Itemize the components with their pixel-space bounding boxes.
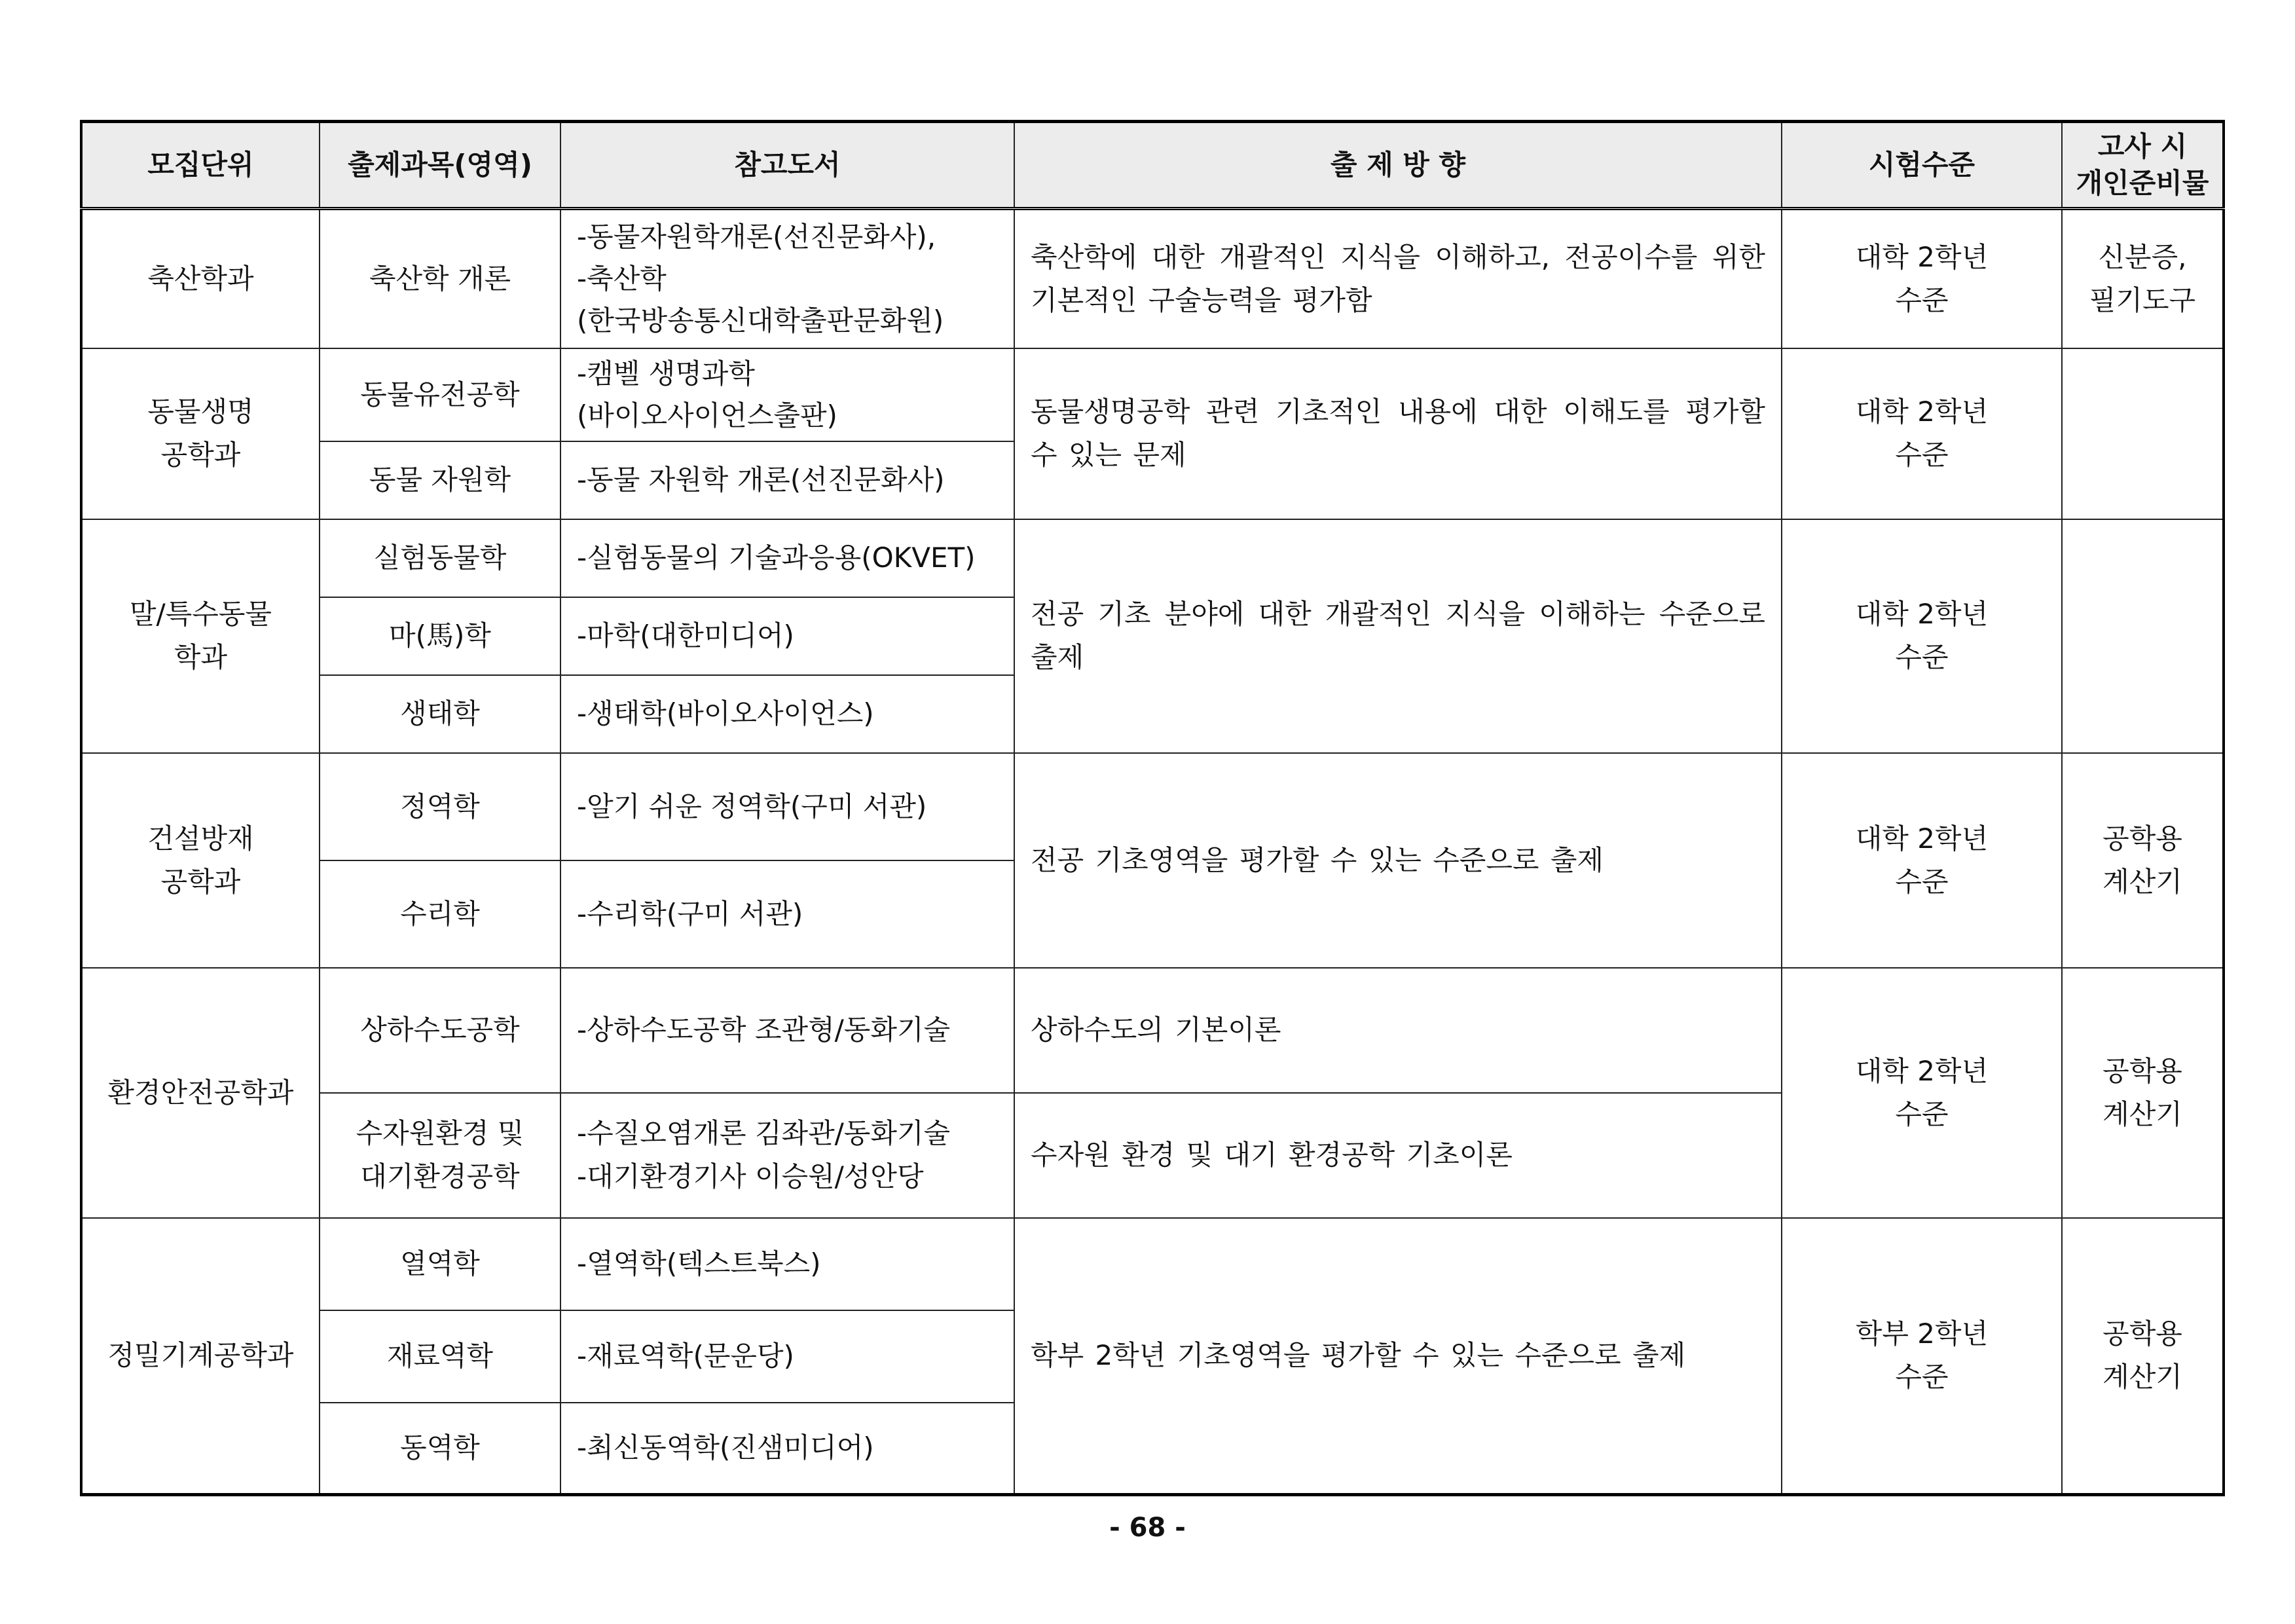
header-direction: 출 제 방 향 [1014,122,1782,209]
table-row [81,209,2224,348]
level-cell [1782,348,2062,519]
unit-cell [81,519,320,753]
unit-cell: 축산학과 [81,209,320,348]
subject-cell: 열역학 [320,1218,560,1310]
level-line: 수준 [1895,1361,1949,1393]
unit-line: 건설방재 [147,822,254,855]
items-cell [2062,1218,2224,1495]
unit-line: 공학과 [160,865,241,898]
book-line: -동물자원학개론(선진문화사), [577,220,936,253]
subject-cell: 동물유전공학 [320,348,560,441]
header-unit: 모집단위 [81,122,320,209]
page-number: - 68 - [1109,1513,1186,1543]
book-line: -수질오염개론 김좌관/동화기술 [577,1117,951,1149]
direction-cell: 학부 2학년 기초영역을 평가할 수 있는 수준으로 출제 [1014,1218,1782,1495]
direction-cell: 축산학에 대한 개괄적인 지식을 이해하고, 전공이수를 위한 기본적인 구술능력을 평가함 [1014,209,1782,348]
subject-cell: 생태학 [320,675,560,753]
subject-cell: 동물 자원학 [320,441,560,519]
subject-cell: 축산학 개론 [320,209,560,348]
books-cell: -알기 쉬운 정역학(구미 서관) [560,753,1014,860]
books-cell [560,1093,1014,1218]
books-cell: -실험동물의 기술과응용(OKVET) [560,519,1014,597]
books-cell: -재료역학(문운당) [560,1310,1014,1403]
unit-cell [81,348,320,519]
items-cell [2062,348,2224,519]
direction-cell: 수자원 환경 및 대기 환경공학 기초이론 [1014,1093,1782,1218]
books-cell: -마학(대한미디어) [560,597,1014,675]
books-cell: -동물 자원학 개론(선진문화사) [560,441,1014,519]
books-cell: -최신동역학(진샘미디어) [560,1403,1014,1495]
table-row [81,1218,2224,1310]
items-line: 계산기 [2102,865,2182,898]
direction-cell: 상하수도의 기본이론 [1014,968,1782,1093]
unit-line: 공학과 [160,439,241,471]
items-cell [2062,968,2224,1218]
level-line: 수준 [1895,439,1949,471]
level-cell [1782,968,2062,1218]
table-row [81,519,2224,597]
items-line: 신분증, [2098,240,2187,273]
books-cell [560,348,1014,441]
items-line: 필기도구 [2089,284,2196,316]
items-line: 공학용 [2102,822,2182,855]
level-line: 대학 2학년 [1855,240,1989,273]
level-line: 대학 2학년 [1855,396,1989,428]
table-row [81,753,2224,860]
subject-line: 대기환경공학 [360,1160,520,1192]
items-line: 계산기 [2102,1361,2182,1393]
level-line: 학부 2학년 [1855,1318,1989,1350]
items-line: 공학용 [2102,1318,2182,1350]
subject-cell: 재료역학 [320,1310,560,1403]
header-items: 고사 시 개인준비물 [2062,122,2224,209]
items-cell [2062,753,2224,968]
books-cell: -수리학(구미 서관) [560,860,1014,968]
header-level: 시험수준 [1782,122,2062,209]
subject-cell: 실험동물학 [320,519,560,597]
table-row [81,968,2224,1093]
direction-cell: 전공 기초 분야에 대한 개괄적인 지식을 이해하는 수준으로 출제 [1014,519,1782,753]
unit-cell [81,753,320,968]
subject-cell: 마(馬)학 [320,597,560,675]
level-cell [1782,519,2062,753]
items-line: 계산기 [2102,1098,2182,1130]
book-line: (바이오사이언스출판) [577,399,837,432]
subject-line: 수자원환경 및 [356,1117,524,1149]
direction-cell: 전공 기초영역을 평가할 수 있는 수준으로 출제 [1014,753,1782,968]
level-cell [1782,753,2062,968]
unit-line: 학과 [174,641,228,673]
table-row [81,348,2224,441]
subject-cell: 상하수도공학 [320,968,560,1093]
unit-cell: 정밀기계공학과 [81,1218,320,1495]
table-header-row [81,122,2224,209]
level-cell [1782,209,2062,348]
books-cell: -열역학(텍스트북스) [560,1218,1014,1310]
level-line: 대학 2학년 [1855,822,1989,855]
unit-line: 말/특수동물 [129,598,272,630]
subject-cell: 수리학 [320,860,560,968]
level-line: 수준 [1895,1098,1949,1130]
items-cell [2062,519,2224,753]
unit-cell: 환경안전공학과 [81,968,320,1218]
book-line: -축산학 [577,262,667,295]
header-books: 참고도서 [560,122,1014,209]
books-cell: -생태학(바이오사이언스) [560,675,1014,753]
subject-cell: 동역학 [320,1403,560,1495]
level-line: 수준 [1895,865,1949,898]
book-line: -캠벨 생명과학 [577,357,755,390]
items-line: 공학용 [2102,1054,2182,1087]
exam-subject-table [80,120,2225,1496]
level-line: 대학 2학년 [1855,598,1989,630]
level-cell [1782,1218,2062,1495]
books-cell: -상하수도공학 조관형/동화기술 [560,968,1014,1093]
subject-cell [320,1093,560,1218]
book-line: -대기환경기사 이승원/성안당 [577,1160,924,1192]
book-line: (한국방송통신대학출판문화원) [577,304,944,337]
direction-cell: 동물생명공학 관련 기초적인 내용에 대한 이해도를 평가할 수 있는 문제 [1014,348,1782,519]
unit-line: 동물생명 [147,396,254,428]
level-line: 수준 [1895,284,1949,316]
level-line: 수준 [1895,641,1949,673]
header-subject: 출제과목(영역) [320,122,560,209]
subject-cell: 정역학 [320,753,560,860]
items-cell [2062,209,2224,348]
books-cell [560,209,1014,348]
level-line: 대학 2학년 [1855,1054,1989,1087]
